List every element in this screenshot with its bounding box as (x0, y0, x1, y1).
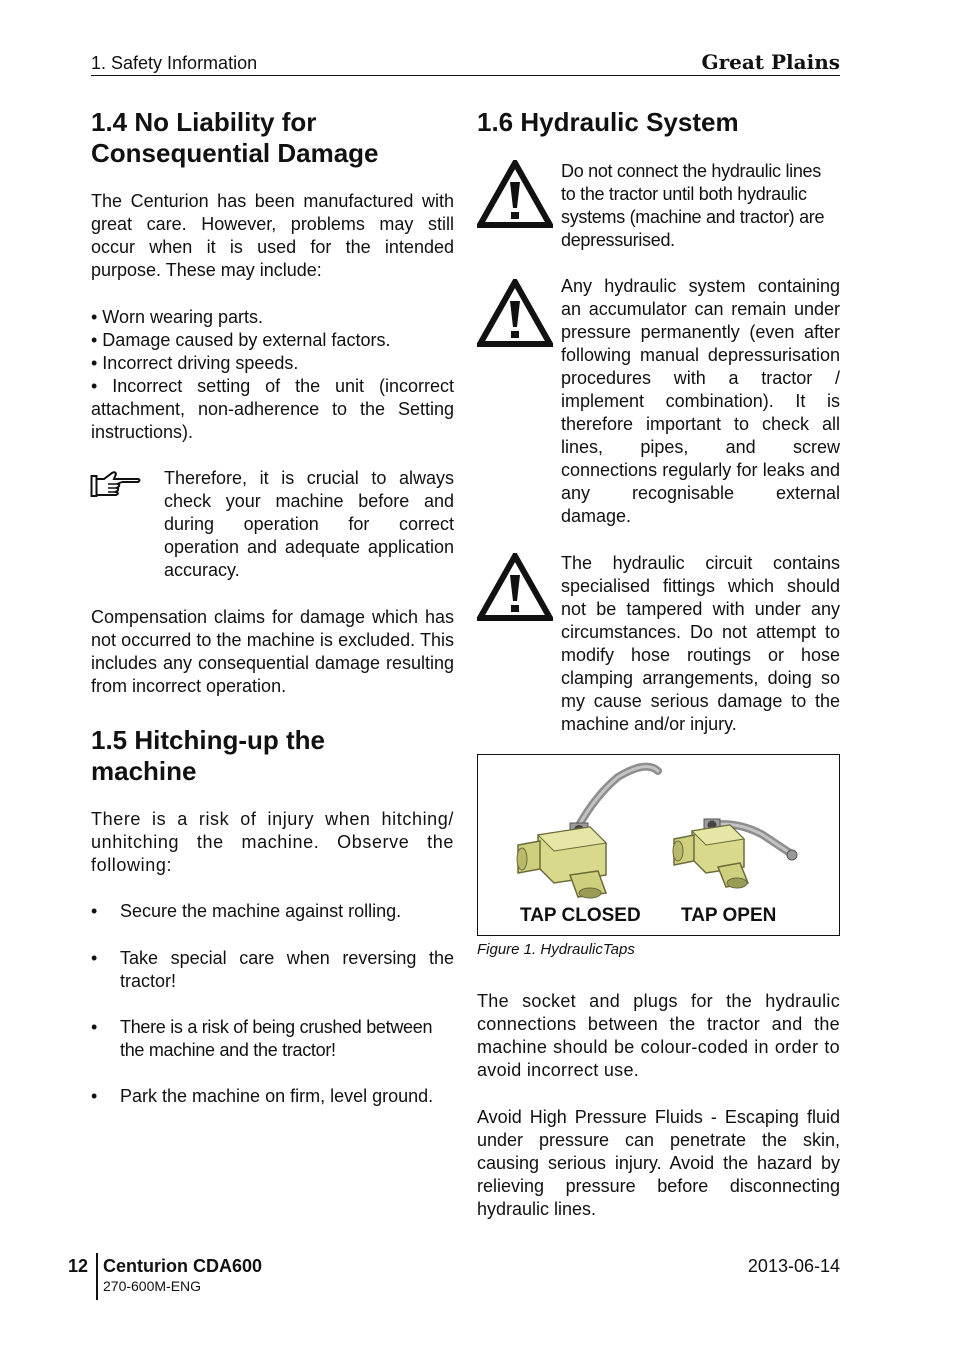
pointing-hand-icon (90, 470, 142, 500)
warning-triangle-icon (477, 553, 553, 621)
footer-date: 2013-06-14 (747, 1256, 840, 1276)
list-item (91, 947, 454, 993)
warning-text: Any hydraulic system containing an accumulator can remain under pressure permanently (even after following manual depressurisation procedures with a tractor / implement combination). It is therefore important to check all lines, pipes, and screw connections regularly for leaks and any recognisable external damage. (561, 276, 840, 526)
list-item-text: Take special care when reversing the tractor! (120, 948, 454, 991)
list-item (91, 1085, 454, 1108)
section-1-4-intro: The Centurion has been manufactured with great care. However, problems may still occur when it is used for the intended purpose. These may include: (91, 191, 454, 280)
hydraulic-taps-illustration (478, 755, 839, 905)
list-item: • Incorrect driving speeds. (91, 353, 299, 373)
warning-triangle-icon (477, 279, 553, 347)
bullet-dot: • (91, 1086, 98, 1106)
list-item: • Incorrect setting of the unit (incorrect attachment, non-adherence to the Setting instructions). (91, 376, 454, 442)
section-1-4-title (91, 107, 454, 169)
section-1-5-intro: There is a risk of injury when hitching/ unhitching the machine. Observe the following: (91, 809, 454, 875)
brand-logo: Great Plains (701, 50, 840, 74)
bullet-dot: • (91, 948, 98, 968)
hydraulic-para-1: The socket and plugs for the hydraulic connections between the tractor and the machine should be colour-coded in order to avoid incorrect use. (477, 991, 840, 1080)
tap-closed-label: TAP CLOSED (520, 905, 641, 926)
warning-text: Do not connect the hydraulic lines to the tractor until both hydraulic systems (machine and tractor) are depressurised. (561, 161, 825, 250)
damage-list (91, 306, 454, 444)
bullet-dot: • (91, 1017, 98, 1037)
warning-text: The hydraulic circuit contains specialised fittings which should not be tampered with under any circumstances. Do not attempt to modify hose routings or hose clamping arrangements, doing so my cause serious damage to the machine and/or injury. (561, 553, 840, 734)
title-line: machine (91, 756, 197, 786)
hydraulic-para-2: Avoid High Pressure Fluids - Escaping fluid under pressure can penetrate the skin, causing serious injury. Avoid the hazard by relieving pressure before disconnecting hydraulic lines. (477, 1107, 840, 1219)
list-item: • Worn wearing parts. (91, 307, 264, 327)
list-item-text: Secure the machine against rolling. (120, 901, 402, 921)
title-line: 1.5 Hitching-up the (91, 725, 325, 755)
header-section: 1. Safety Information (91, 53, 258, 73)
bullet-dot: • (91, 901, 98, 921)
list-item: • Damage caused by external factors. (91, 330, 391, 350)
hydraulic-taps-figure (477, 754, 840, 936)
tap-open-label: TAP OPEN (681, 905, 777, 926)
document-code: 270-600M-ENG (103, 1278, 202, 1294)
section-1-5-title (91, 725, 454, 787)
title-line: Consequential Damage (91, 138, 379, 168)
list-item-text: There is a risk of being crushed between the machine and the tractor! (120, 1017, 433, 1060)
header-divider (91, 75, 840, 76)
section-1-6-title: 1.6 Hydraulic System (477, 107, 739, 137)
list-item-text: Park the machine on firm, level ground. (120, 1086, 434, 1106)
warning-triangle-icon (477, 160, 553, 228)
figure-caption: Figure 1. HydraulicTaps (477, 941, 635, 958)
footer-divider (96, 1253, 98, 1300)
list-item (91, 1016, 454, 1062)
title-line: 1.4 No Liability for (91, 107, 317, 137)
section-1-4-compensation: Compensation claims for damage which has not occurred to the machine is excluded. This includes any consequential damage resulting from incorrect operation. (91, 607, 454, 696)
footer-title: Centurion CDA600 (103, 1256, 263, 1276)
page-number: 12 (68, 1256, 89, 1276)
list-item (91, 900, 454, 923)
section-1-4-note: Therefore, it is crucial to always check your machine before and during operation for correct operation and adequate application accuracy. (164, 468, 454, 580)
